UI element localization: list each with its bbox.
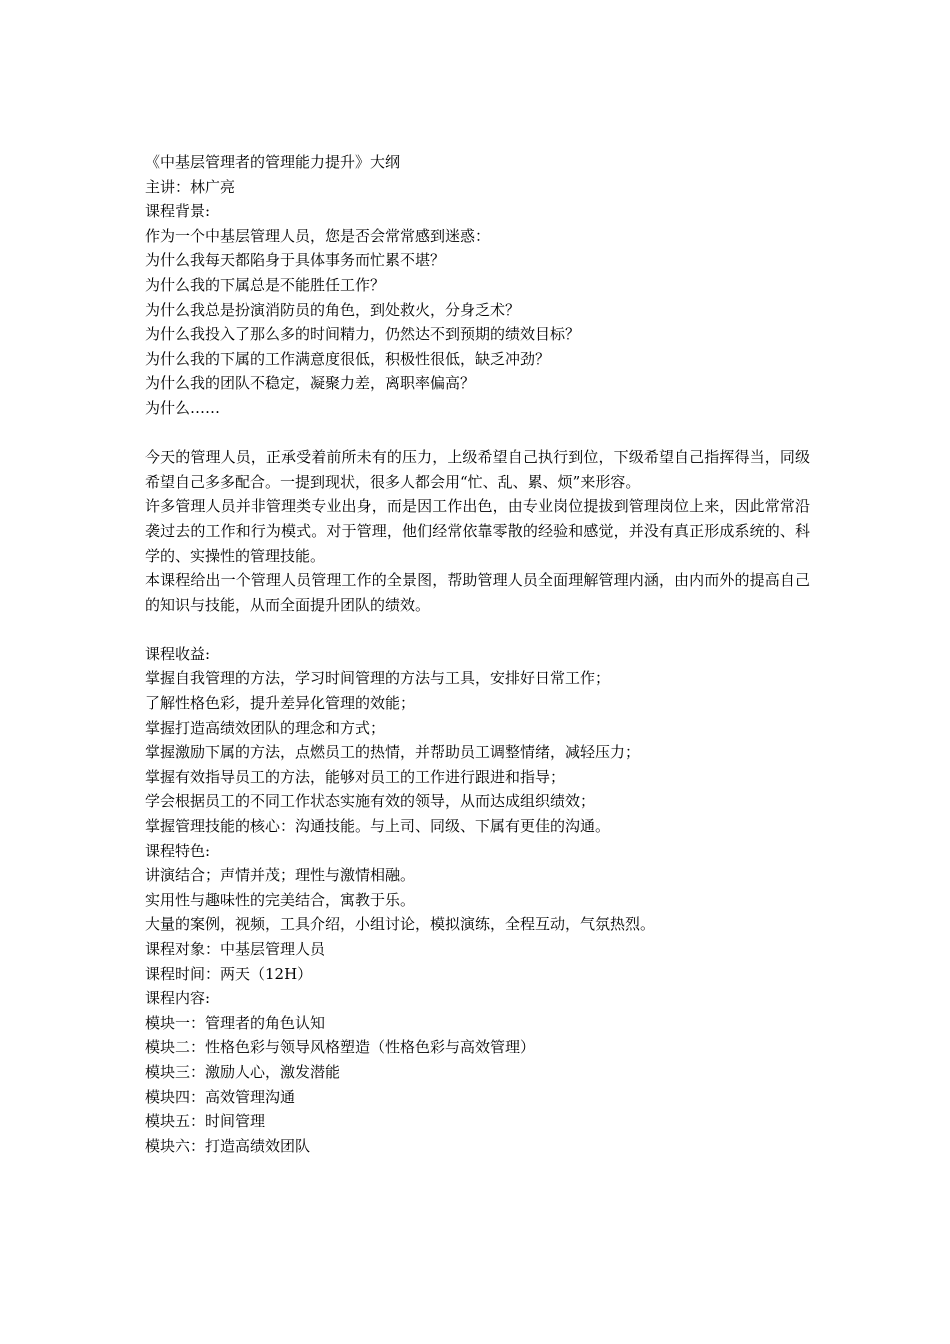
question-line: 为什么我的团队不稳定，凝聚力差，离职率偏高？ [145, 374, 476, 393]
benefits-heading: 课程收益: [145, 644, 211, 663]
benefit-item: 学会根据员工的不同工作状态实施有效的领导，从而达成组织绩效； [145, 792, 596, 811]
question-line: 为什么我每天都陷身于具体事务而忙累不堪？ [145, 251, 446, 270]
audience-line: 课程对象：中基层管理人员 [145, 940, 326, 958]
feature-item: 大量的案例，视频，工具介绍，小组讨论，模拟演练，全程互动，气氛热烈。 [145, 915, 656, 934]
question-line: 为什么我的下属总是不能胜任工作？ [145, 275, 386, 294]
blank-line [145, 421, 810, 446]
benefit-item: 掌握打造高绩效团队的理念和方式； [145, 718, 386, 737]
benefit-item: 掌握管理技能的核心：沟通技能。与上司、同级、下属有更佳的沟通。 [145, 817, 611, 836]
contents-heading: 课程内容: [145, 989, 211, 1008]
feature-item: 实用性与趣味性的完美结合，寓教于乐。 [145, 890, 416, 909]
document-title: 《中基层管理者的管理能力提升》大纲 [145, 153, 401, 171]
duration-line: 课程时间：两天（12H） [145, 964, 313, 983]
module-item: 模块四：高效管理沟通 [145, 1087, 296, 1106]
question-line: 为什么我总是扮演消防员的角色，到处救火，分身乏术？ [145, 300, 521, 319]
benefit-item: 了解性格色彩，提升差异化管理的效能； [145, 694, 416, 713]
feature-item: 讲演结合；声情并茂；理性与激情相融。 [145, 866, 416, 885]
question-line: 为什么我的下属的工作满意度很低，积极性很低，缺乏冲劲？ [145, 349, 551, 368]
background-paragraph: 今天的管理人员，正承受着前所未有的压力，上级希望自己执行到位，下级希望自己指挥得当，同级希望自己多多配合。一提到现状，很多人都会用“忙、乱、累、烦”来形容。 [145, 448, 810, 491]
document-body [145, 150, 810, 1158]
background-intro: 作为一个中基层管理人员，您是否会常常感到迷惑： [145, 226, 491, 245]
features-heading: 课程特色: [145, 841, 211, 860]
module-item: 模块二：性格色彩与领导风格塑造（性格色彩与高效管理） [145, 1038, 536, 1057]
question-line: 为什么…… [145, 398, 221, 417]
background-paragraph: 许多管理人员并非管理类专业出身，而是因工作出色，由专业岗位提拔到管理岗位上来，因此常常沿袭过去的工作和行为模式。对于管理，他们经常依靠零散的经验和感觉，并没有真正形成系统的、科学的、实操性的管理技能。 [145, 497, 810, 565]
module-item: 模块五：时间管理 [145, 1112, 266, 1131]
benefit-item: 掌握激励下属的方法，点燃员工的热情，并帮助员工调整情绪，减轻压力； [145, 743, 641, 762]
module-item: 模块三：激励人心，激发潜能 [145, 1062, 341, 1081]
benefit-item: 掌握自我管理的方法，学习时间管理的方法与工具，安排好日常工作； [145, 669, 611, 688]
module-item: 模块一：管理者的角色认知 [145, 1013, 326, 1032]
background-paragraph: 本课程给出一个管理人员管理工作的全景图，帮助管理人员全面理解管理内涵，由内而外的提高自己的知识与技能，从而全面提升团队的绩效。 [145, 571, 810, 614]
question-line: 为什么我投入了那么多的时间精力，仍然达不到预期的绩效目标？ [145, 325, 581, 344]
module-item: 模块六：打造高绩效团队 [145, 1136, 311, 1155]
background-heading: 课程背景: [145, 202, 211, 221]
blank-line [145, 617, 810, 642]
presenter-line: 主讲：林广亮 [145, 177, 236, 196]
benefit-item: 掌握有效指导员工的方法，能够对员工的工作进行跟进和指导； [145, 767, 566, 786]
